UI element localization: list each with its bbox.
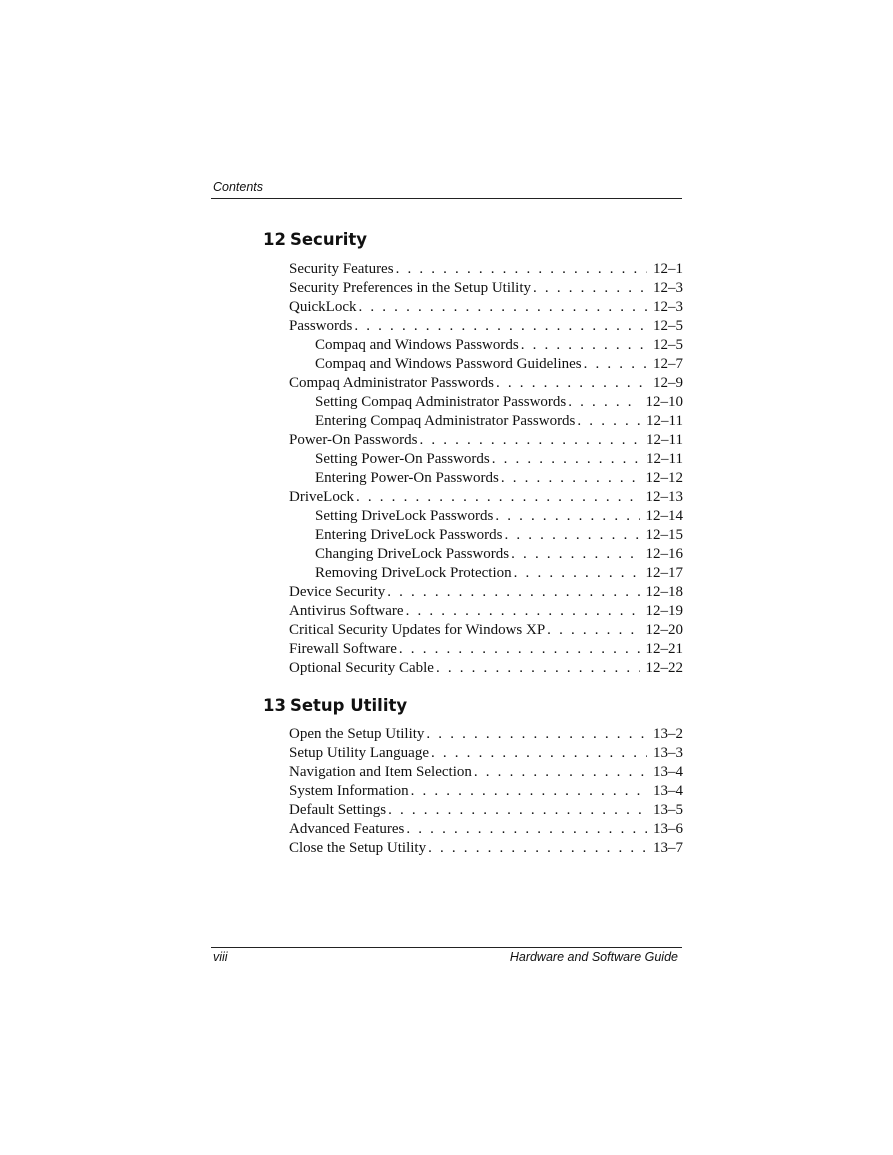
toc-entry-page: 13–5: [653, 802, 683, 818]
toc-entry-page: 13–3: [653, 745, 683, 761]
toc-entry[interactable]: [289, 507, 683, 526]
toc-entry-title: Compaq and Windows Passwords: [315, 337, 519, 353]
toc-entry-title: Optional Security Cable: [289, 660, 434, 676]
toc-entry-page: 12–3: [653, 299, 683, 315]
toc-entry-title: Entering Power-On Passwords: [315, 470, 499, 486]
toc-entry-title: Advanced Features: [289, 821, 405, 837]
toc-entry[interactable]: [289, 659, 683, 678]
toc-entry-title: Changing DriveLock Passwords: [315, 546, 510, 562]
dot-leader: [521, 336, 647, 355]
toc-entry[interactable]: [289, 839, 683, 858]
toc-entry-page: 12–15: [645, 527, 683, 543]
toc-entry[interactable]: [289, 469, 683, 488]
toc-entry-page: 12–17: [645, 565, 683, 581]
toc-entry-title: Open the Setup Utility: [289, 726, 425, 742]
toc-entry[interactable]: [289, 431, 683, 450]
toc-entry-page: 12–19: [645, 603, 683, 619]
toc-entry-title: QuickLock: [289, 299, 357, 315]
toc-entry-page: 12–21: [645, 641, 683, 657]
toc-entry-title: Setting DriveLock Passwords: [315, 508, 494, 524]
toc-entry-title: Entering Compaq Administrator Passwords: [315, 413, 576, 429]
toc-entry-title: Security Features: [289, 261, 394, 277]
toc-entry-title: Firewall Software: [289, 641, 397, 657]
dot-leader: [406, 602, 640, 621]
chapter-title: Security: [289, 230, 368, 249]
toc-entry-page: 12–11: [646, 451, 683, 467]
toc-entry[interactable]: [289, 317, 683, 336]
toc-entry[interactable]: [289, 279, 683, 298]
toc-entry-title: Device Security: [289, 584, 386, 600]
toc-entry-title: Compaq Administrator Passwords: [289, 375, 494, 391]
toc-entry-title: Antivirus Software: [289, 603, 404, 619]
dot-leader: [504, 526, 639, 545]
dot-leader: [411, 782, 647, 801]
toc-entry[interactable]: [289, 725, 683, 744]
toc-entry-page: 13–4: [653, 764, 683, 780]
dot-leader: [358, 298, 647, 317]
toc-entry-title: Setting Compaq Administrator Passwords: [315, 394, 567, 410]
toc-entry[interactable]: [289, 744, 683, 763]
chapter-title: Setup Utility: [289, 696, 408, 715]
toc-entry-page: 12–5: [653, 318, 683, 334]
dot-leader: [387, 583, 639, 602]
footer-page-number: viii: [213, 950, 228, 964]
toc-entry[interactable]: [289, 801, 683, 820]
toc-entry[interactable]: [289, 393, 683, 412]
toc-entry-title: Setup Utility Language: [289, 745, 429, 761]
toc-entry-page: 12–7: [653, 356, 683, 372]
toc-entry-title: Navigation and Item Selection: [289, 764, 472, 780]
toc-entry-page: 12–11: [646, 413, 683, 429]
dot-leader: [419, 431, 640, 450]
toc-entry[interactable]: [289, 564, 683, 583]
toc-entry-title: Compaq and Windows Password Guidelines: [315, 356, 582, 372]
toc-entry[interactable]: [289, 782, 683, 801]
toc-entry[interactable]: [289, 602, 683, 621]
dot-leader: [577, 412, 640, 431]
dot-leader: [399, 640, 640, 659]
dot-leader: [474, 763, 647, 782]
toc-entry-title: Power-On Passwords: [289, 432, 418, 448]
toc-entry[interactable]: [289, 545, 683, 564]
dot-leader: [356, 488, 640, 507]
toc-entry[interactable]: [289, 820, 683, 839]
toc-entry-page: 12–18: [645, 584, 683, 600]
toc-list-chapter-12: [289, 260, 683, 678]
toc-entry[interactable]: [289, 488, 683, 507]
toc-entry-page: 12–16: [645, 546, 683, 562]
running-header: [211, 179, 682, 199]
toc-entry-page: 12–22: [645, 660, 683, 676]
toc-entry-title: Entering DriveLock Passwords: [315, 527, 503, 543]
toc-entry[interactable]: [289, 621, 683, 640]
toc-entry[interactable]: [289, 355, 683, 374]
toc-entry[interactable]: [289, 412, 683, 431]
toc-entry-page: 13–6: [653, 821, 683, 837]
toc-entry[interactable]: [289, 763, 683, 782]
toc-entry-title: Passwords: [289, 318, 353, 334]
toc-entry-page: 13–7: [653, 840, 683, 856]
toc-entry[interactable]: [289, 526, 683, 545]
footer-book-title: Hardware and Software Guide: [509, 950, 678, 964]
toc-entry-page: 12–13: [645, 489, 683, 505]
toc-entry[interactable]: [289, 336, 683, 355]
toc-entry-page: 12–10: [645, 394, 683, 410]
toc-entry-page: 12–1: [653, 261, 683, 277]
chapter-heading-13: [263, 696, 683, 715]
chapter-number: 12: [263, 230, 286, 249]
running-footer: [211, 947, 682, 968]
toc-entry[interactable]: [289, 640, 683, 659]
toc-entry-page: 12–14: [645, 508, 683, 524]
toc-entry[interactable]: [289, 374, 683, 393]
dot-leader: [396, 260, 647, 279]
toc-entry-title: Critical Security Updates for Windows XP: [289, 622, 546, 638]
toc-entry-title: System Information: [289, 783, 409, 799]
toc-entry-title: Close the Setup Utility: [289, 840, 427, 856]
dot-leader: [514, 564, 640, 583]
toc-entry-title: DriveLock: [289, 489, 354, 505]
dot-leader: [584, 355, 647, 374]
toc-entry-title: Removing DriveLock Protection: [315, 565, 512, 581]
dot-leader: [501, 469, 640, 488]
toc-entry-page: 12–12: [645, 470, 683, 486]
toc-entry-page: 12–5: [653, 337, 683, 353]
header-label: Contents: [213, 180, 264, 194]
chapter-heading-12: [263, 230, 683, 249]
chapter-number: 13: [263, 696, 286, 715]
toc-entry-title: Default Settings: [289, 802, 387, 818]
dot-leader: [492, 450, 640, 469]
dot-leader: [495, 507, 639, 526]
dot-leader: [496, 374, 647, 393]
toc-entry-page: 12–9: [653, 375, 683, 391]
toc-entry-page: 13–2: [653, 726, 683, 742]
dot-leader: [431, 744, 647, 763]
dot-leader: [568, 393, 639, 412]
dot-leader: [436, 659, 640, 678]
dot-leader: [388, 801, 647, 820]
toc-entry-page: 12–3: [653, 280, 683, 296]
dot-leader: [511, 545, 639, 564]
dot-leader: [354, 317, 647, 336]
dot-leader: [426, 725, 647, 744]
dot-leader: [547, 621, 639, 640]
toc-entry[interactable]: [289, 298, 683, 317]
dot-leader: [533, 279, 647, 298]
toc-entry[interactable]: [289, 450, 683, 469]
dot-leader: [406, 820, 647, 839]
toc-entry-page: 13–4: [653, 783, 683, 799]
toc-entry-title: Setting Power-On Passwords: [315, 451, 490, 467]
toc-entry[interactable]: [289, 583, 683, 602]
toc-entry-page: 12–20: [645, 622, 683, 638]
dot-leader: [428, 839, 647, 858]
toc-entry-title: Security Preferences in the Setup Utility: [289, 280, 532, 296]
toc-entry-page: 12–11: [646, 432, 683, 448]
toc-list-chapter-13: [289, 725, 683, 858]
toc-entry[interactable]: [289, 260, 683, 279]
